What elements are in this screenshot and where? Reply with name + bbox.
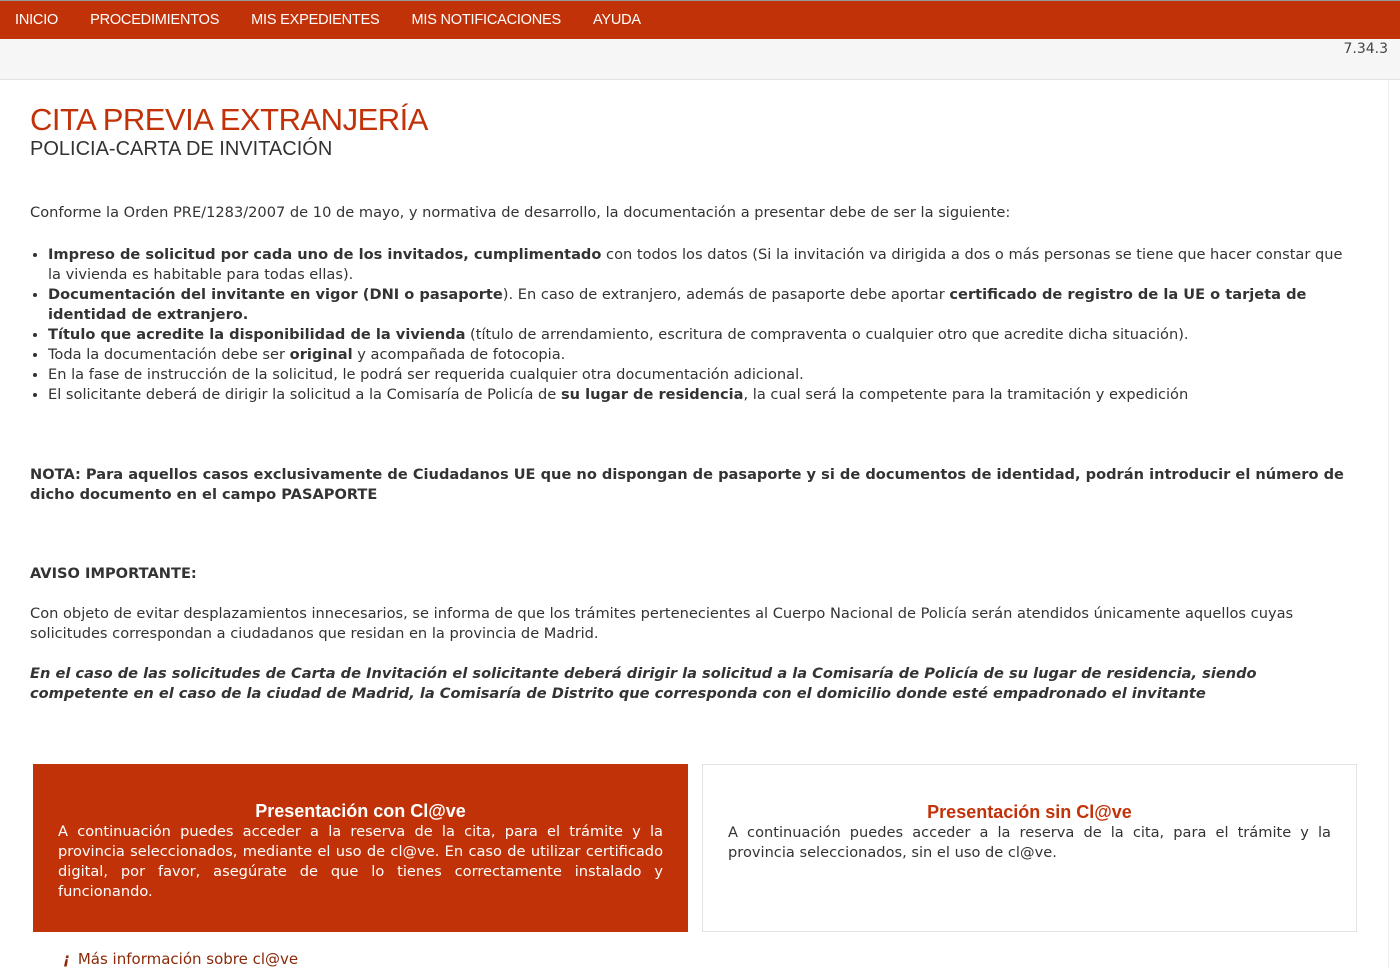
nav-mis-expedientes[interactable]: MIS EXPEDIENTES [251, 12, 380, 28]
presentacion-con-clave-button[interactable] [33, 764, 688, 932]
list-item [48, 365, 1358, 385]
more-info-label: Más información sobre cl@ve [77, 950, 299, 968]
list-item [48, 245, 1358, 285]
version-label: 7.34.3 [1343, 41, 1388, 57]
page-title: CITA PREVIA EXTRANJERÍA [30, 102, 428, 137]
bold-text: Documentación del invitante en vigor (DNI o pasaporte [48, 286, 503, 303]
nav-procedimientos[interactable]: PROCEDIMIENTOS [90, 12, 220, 28]
nav-inicio[interactable]: INICIO [15, 12, 59, 28]
main-content [0, 80, 1389, 968]
aviso-italic-text: En el caso de las solicitudes de Carta de Invitación el solicitante deberá dirigir la solicitud a la Comisaría de Policía de su lugar de residencia, siendo competente en el caso de la ciudad de Madrid, la Comisaría de Distrito que corresponda con el domicilio donde esté empadronado el invitante [30, 665, 1257, 702]
card-title: Presentación con Cl@ve [255, 801, 466, 821]
text: ). En caso de extranjero, además de pasaporte debe aportar [502, 286, 950, 303]
sub-bar [0, 39, 1400, 80]
top-nav [0, 0, 1400, 39]
list-item [48, 385, 1358, 405]
list-item [48, 345, 1358, 365]
card-text: A continuación puedes acceder a la reserva de la cita, para el trámite y la provincia seleccionados, mediante el uso de cl@ve. En caso de utilizar certificado digital, por favor, asegúrate de que lo tienes correctamente instalado y funcionando. [58, 823, 663, 900]
bold-text: su lugar de residencia [560, 386, 744, 403]
page-subtitle: POLICIA-CARTA DE INVITACIÓN [30, 138, 333, 160]
aviso-title: AVISO IMPORTANTE: [30, 565, 197, 582]
bold-text: original [289, 346, 353, 363]
nav-ayuda[interactable]: AYUDA [592, 12, 641, 28]
more-info-link[interactable] [63, 950, 1358, 968]
documents-list [30, 245, 1358, 405]
card-title: Presentación sin Cl@ve [927, 802, 1132, 822]
nota-text: NOTA: Para aquellos casos exclusivamente de Ciudadanos UE que no dispongan de pasaporte y si de documentos de identidad, podrán introducir el número de dicho documento en el campo PASAPORTE [30, 466, 1344, 503]
text: con todos los datos (Si la invitación va dirigida a dos o más personas se tiene que hacer constar que la vivienda es habitable para todas ellas). [48, 246, 1343, 283]
text: El solicitante deberá de dirigir la solicitud a la Comisaría de Policía de [48, 386, 561, 403]
info-icon: ¡ [63, 950, 70, 968]
text: , la cual será la competente para la tramitación y expedición [743, 386, 1189, 403]
text: Toda la documentación debe ser [48, 346, 290, 363]
presentacion-sin-clave-button[interactable] [702, 764, 1357, 932]
bold-text: Título que acredite la disponibilidad de la vivienda [48, 326, 466, 343]
card-text: A continuación puedes acceder a la reserva de la cita, para el trámite y la provincia seleccionados, sin el uso de cl@ve. [728, 824, 1331, 861]
text: (título de arrendamiento, escritura de compraventa o cualquier otro que acredite dicha situación). [465, 326, 1189, 343]
list-item [48, 285, 1358, 325]
text: y acompañada de fotocopia. [352, 346, 566, 363]
text: En la fase de instrucción de la solicitud, le podrá ser requerida cualquier otra documentación adicional. [48, 366, 804, 383]
aviso-text: Con objeto de evitar desplazamientos innecesarios, se informa de que los trámites pertenecientes al Cuerpo Nacional de Policía serán atendidos únicamente aquellos cuyas solicitudes correspondan a ciudadanos que residan en la provincia de Madrid. [30, 605, 1294, 642]
presentation-options [33, 764, 1358, 932]
bold-text: certificado de registro de la UE o tarjeta de identidad de extranjero. [48, 286, 1307, 323]
list-item [48, 325, 1358, 345]
intro-text: Conforme la Orden PRE/1283/2007 de 10 de mayo, y normativa de desarrollo, la documentación a presentar debe de ser la siguiente: [30, 204, 1011, 221]
bold-text: Impreso de solicitud por cada uno de los invitados, cumplimentado [48, 246, 602, 263]
nav-mis-notificaciones[interactable]: MIS NOTIFICACIONES [411, 12, 561, 28]
